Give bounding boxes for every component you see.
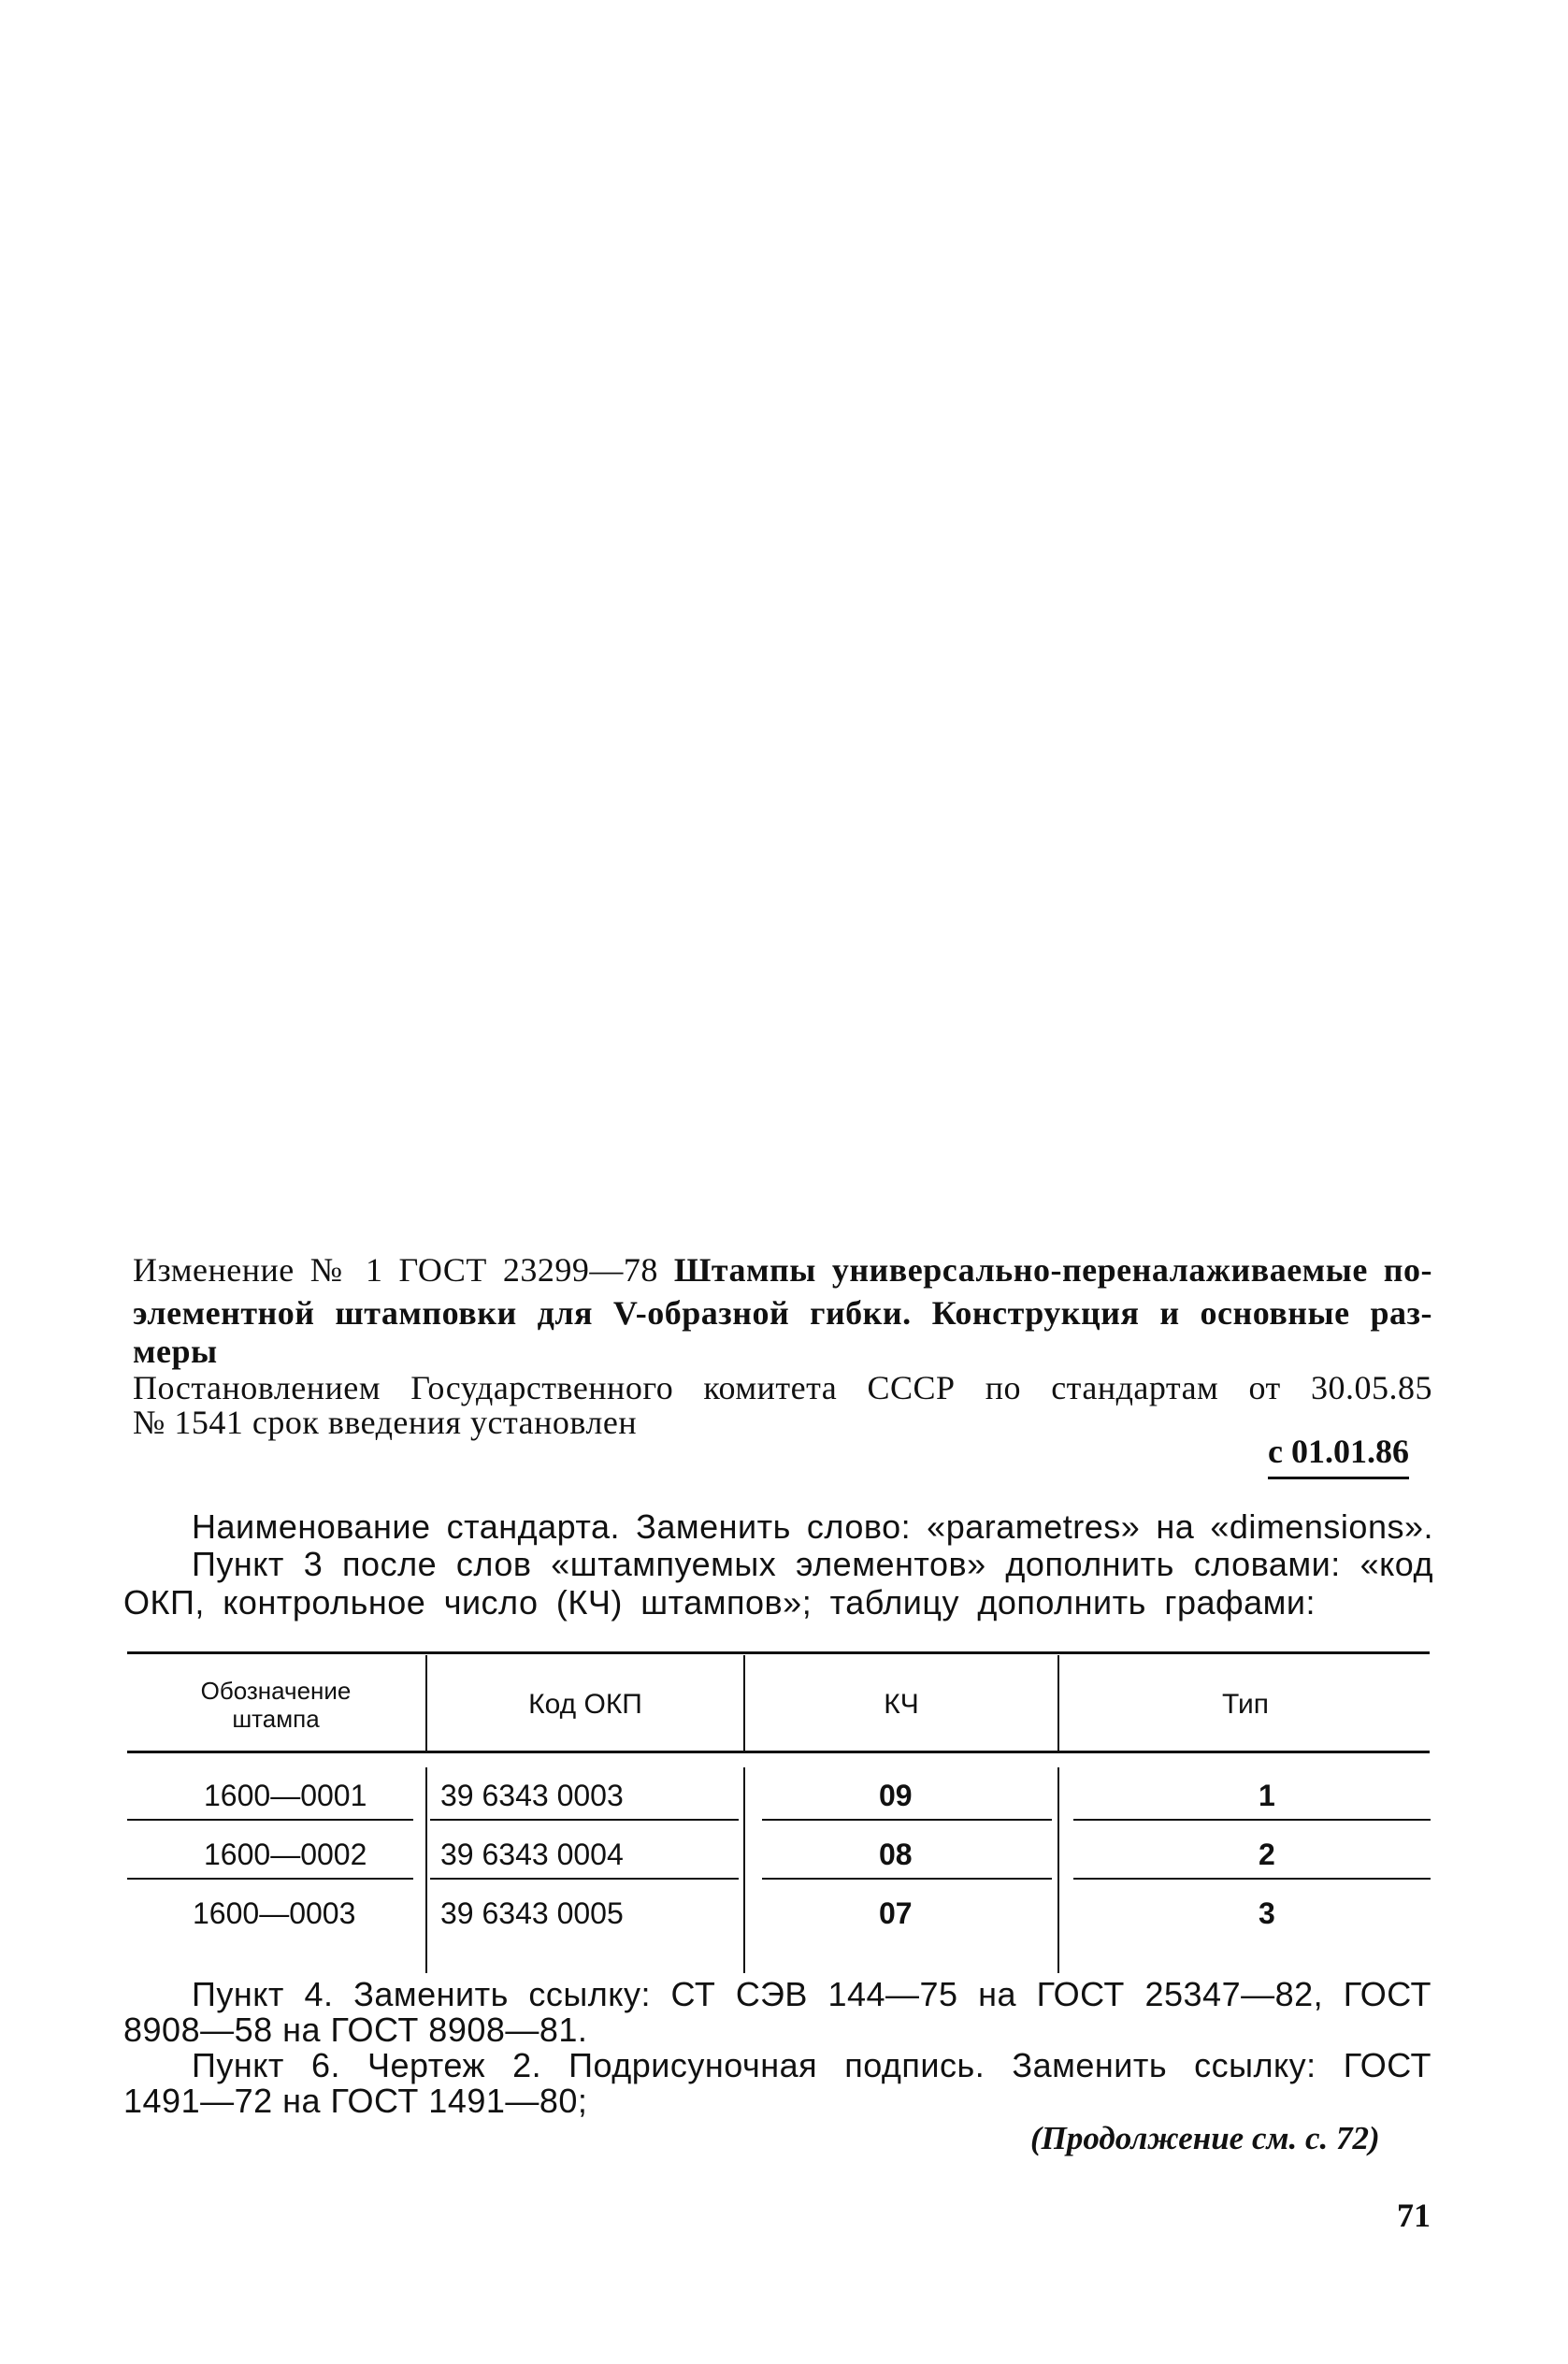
effective-date: с 01.01.86 [1268, 1432, 1409, 1479]
decree-line-1: Постановлением Государственного комитета СССР по стандартам от 30.05.85 [133, 1369, 1432, 1406]
cell-okp: 39 6343 0004 [440, 1838, 624, 1871]
row-rule [762, 1819, 1052, 1821]
paragraph-item4-line1: Пункт 4. Заменить ссылку: СТ СЭВ 144—75 на ГОСТ 25347—82, ГОСТ [192, 1975, 1431, 2013]
header-kch: КЧ [884, 1689, 919, 1720]
header-designation [131, 1677, 421, 1733]
page-number: 71 [1397, 2197, 1431, 2234]
paragraph-title-change: Наименование стандарта. Заменить слово: «parametres» на «dimensions». [192, 1507, 1433, 1546]
row-rule [1073, 1819, 1431, 1821]
column-divider [743, 1655, 745, 1751]
cell-kch: 07 [879, 1896, 913, 1930]
cell-okp: 39 6343 0003 [440, 1779, 624, 1812]
header-line-2: элементной штамповки для V-образной гибки. Конструкция и основные раз- [133, 1294, 1432, 1332]
header-designation-line1: Обозначение [200, 1677, 352, 1705]
standard-title-part1: Штампы универсально-переналаживаемые по- [673, 1251, 1433, 1289]
row-rule [762, 1878, 1052, 1880]
cell-type: 1 [1259, 1779, 1275, 1812]
table-header-rule [127, 1751, 1430, 1753]
cell-okp: 39 6343 0005 [440, 1896, 624, 1930]
column-divider [743, 1767, 745, 1973]
row-rule [127, 1819, 413, 1821]
column-divider [425, 1767, 427, 1973]
row-rule [1073, 1878, 1431, 1880]
row-rule [430, 1878, 739, 1880]
paragraph-item6-line2: 1491—72 на ГОСТ 1491—80; [123, 2082, 588, 2120]
cell-kch: 08 [879, 1838, 913, 1871]
header-designation-line2: штампа [232, 1705, 320, 1733]
column-divider [1057, 1655, 1059, 1751]
column-divider [425, 1655, 427, 1751]
header-line-1 [133, 1250, 1432, 1290]
cell-designation: 1600—0003 [193, 1896, 356, 1930]
paragraph-item6-line1: Пункт 6. Чертеж 2. Подрисуночная подпись. Заменить ссылку: ГОСТ [192, 2046, 1431, 2084]
header-line-3: меры [133, 1333, 218, 1370]
header-okp: Код ОКП [528, 1689, 642, 1720]
row-rule [430, 1819, 739, 1821]
table-top-rule [127, 1651, 1430, 1654]
paragraph-item3-line1: Пункт 3 после слов «штампуемых элементов» дополнить словами: «код [192, 1545, 1433, 1583]
column-divider [1057, 1767, 1059, 1973]
cell-designation: 1600—0001 [204, 1779, 367, 1812]
cell-type: 2 [1259, 1838, 1275, 1871]
decree-line-2: № 1541 срок введения установлен [133, 1404, 638, 1441]
cell-kch: 09 [879, 1779, 913, 1812]
cell-designation: 1600—0002 [204, 1838, 367, 1871]
continuation-note: (Продолжение см. с. 72) [1030, 2120, 1380, 2156]
row-rule [127, 1878, 413, 1880]
paragraph-item3-line2: ОКП, контрольное число (КЧ) штампов»; таблицу дополнить графами: [123, 1583, 1316, 1622]
cell-type: 3 [1259, 1896, 1275, 1930]
header-type: Тип [1221, 1689, 1269, 1720]
amendment-number: Изменение № 1 ГОСТ 23299—78 [133, 1251, 658, 1289]
paragraph-item4-line2: 8908—58 на ГОСТ 8908—81. [123, 2011, 588, 2049]
